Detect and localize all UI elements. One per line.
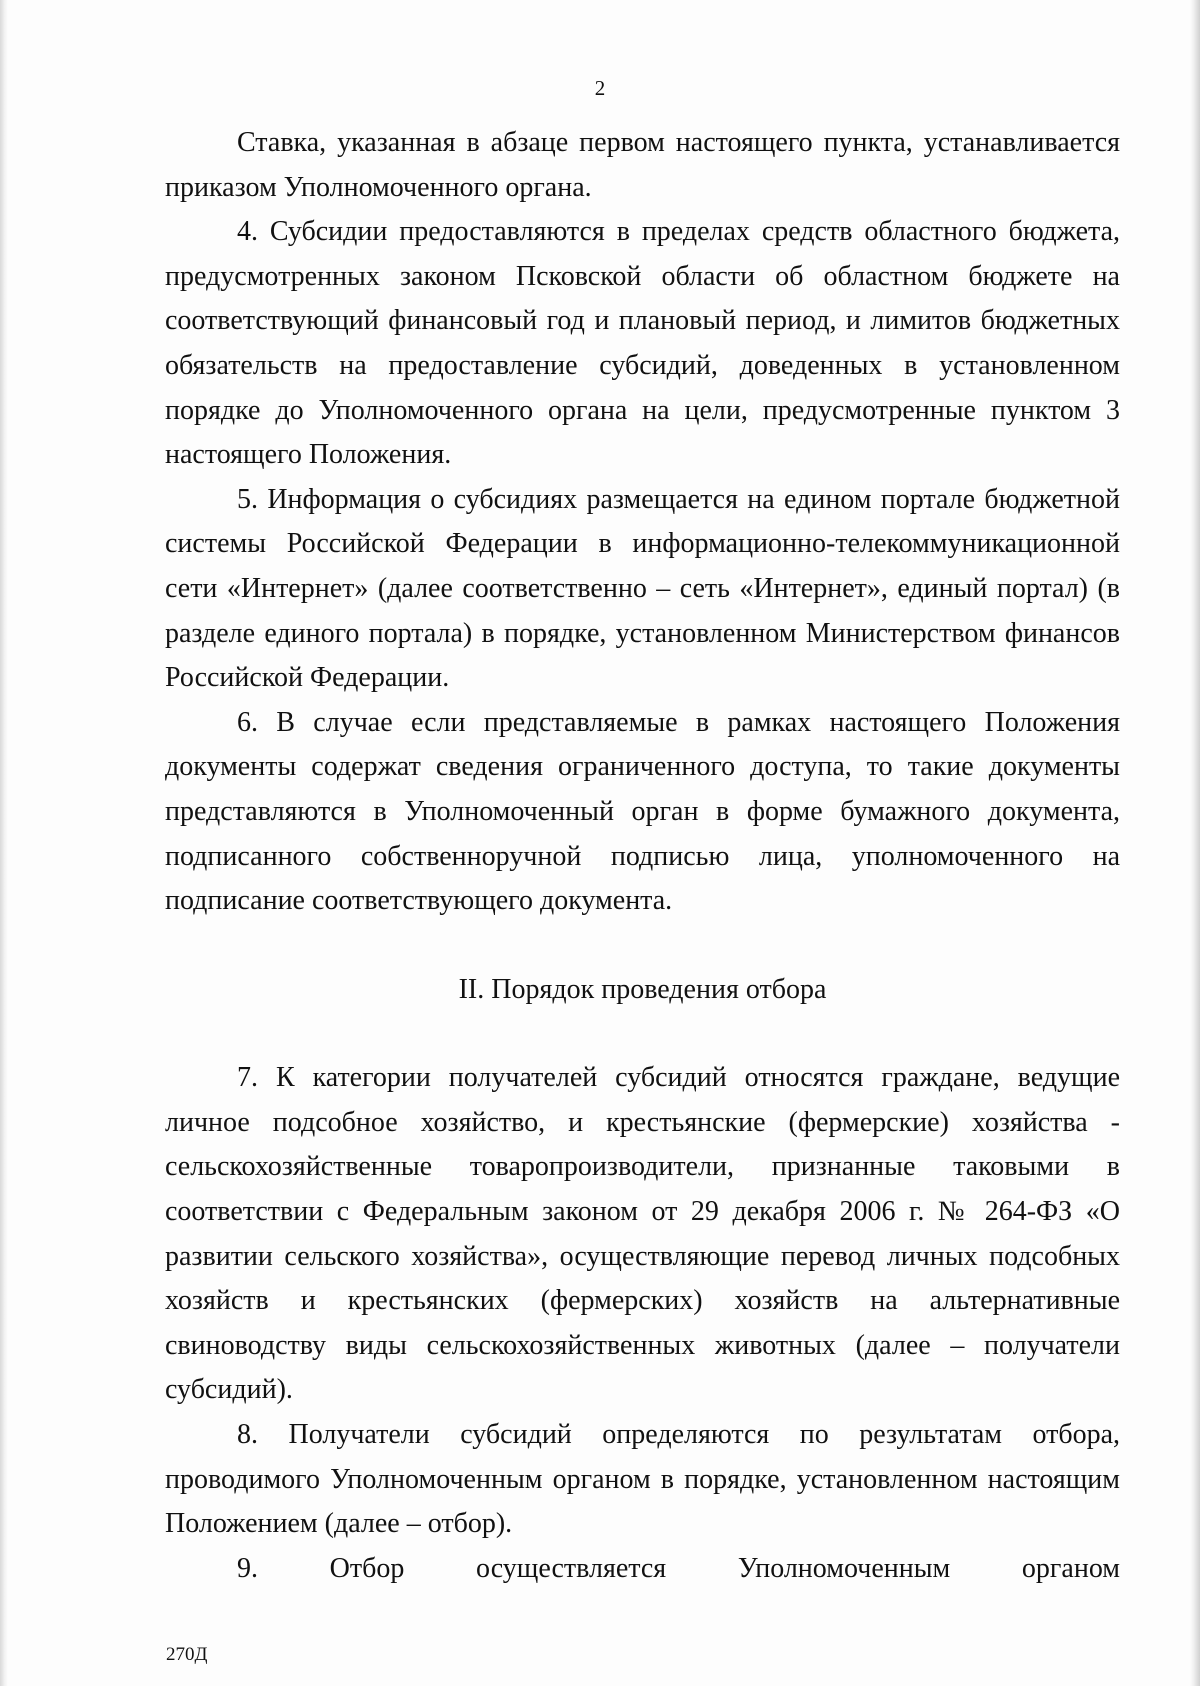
paragraph-9: 9. Отбор осуществляется Уполномоченным органом — [237, 1552, 1120, 1584]
document-code: 270Д — [166, 1644, 208, 1665]
paragraph-7: 7. К категории получателей субсидий относятся граждане, ведущие личное подсобное хозяйство, и крестьянские (фермерские) хозяйства - сельскохозяйственные товаропроизводители, признанные таковыми в соответствии с Федеральным законом от 29 декабря 2006 г. № 264-ФЗ «О развитии сельского хозяйства», осуществляющие перевод личных подсобных хозяйств и крестьянских (фермерских) хозяйств на альтернативные свиноводству виды сельскохозяйственных животных (далее – получатели субсидий). — [165, 1062, 1120, 1406]
paragraph-4: 4. Субсидии предоставляются в пределах средств областного бюджета, предусмотренных законом Псковской области об областном бюджете на соответствующий финансовый год и плановый период, и лимитов бюджетных обязательств на предоставление субсидий, доведенных в установленном порядке до Уполномоченного органа на цели, предусмотренные пунктом 3 настоящего Положения. — [165, 216, 1120, 471]
document-body — [165, 121, 1120, 1591]
section-heading: II. Порядок проведения отбора — [458, 973, 827, 1005]
paragraph-6: 6. В случае если представляемые в рамках настоящего Положения документы содержат сведения ограниченного доступа, то такие документы представляются в Уполномоченный орган в форме бумажного документа, подписанного собственноручной подписью лица, уполномоченного на подписание соответствующего документа. — [165, 706, 1120, 917]
page-number: 2 — [594, 76, 606, 100]
paragraph-8: 8. Получатели субсидий определяются по результатам отбора, проводимого Уполномоченным органом в порядке, установленном настоящим Положением (далее – отбор). — [165, 1419, 1120, 1540]
scan-edge-right — [1190, 0, 1200, 1686]
scan-edge-left — [0, 0, 8, 1686]
paragraph-5: 5. Информация о субсидиях размещается на едином портале бюджетной системы Российской Федерации в информационно-телекоммуникационной сети «Интернет» (далее соответственно – сеть «Интернет», единый портал) (в разделе единого портала) в порядке, установленном Министерством финансов Российской Федерации. — [165, 483, 1120, 694]
paragraph-rate: Ставка, указанная в абзаце первом настоящего пункта, устанавливается приказом Уполномоченного органа. — [165, 127, 1120, 203]
